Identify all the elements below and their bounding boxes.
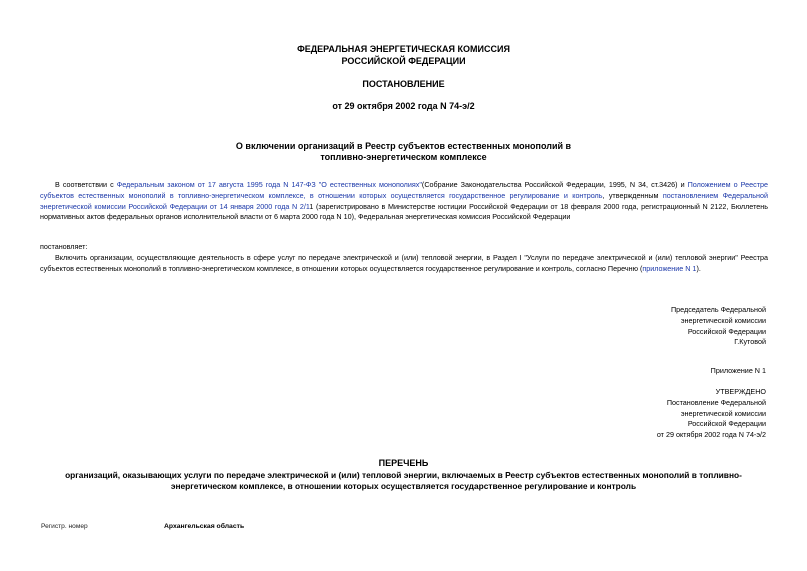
signature-line3: Российской Федерации (687, 326, 766, 336)
resolves-paragraph (40, 253, 768, 275)
resolves-text-1: Включить организации, осуществляющие деятельность в сфере услуг по передаче электрической и (или) тепловой энергии, в Раздел I "Услуги по передаче электрической и (или) тепловой энергии" Реестра субъектов естественных монополий в топливно-энергетическом комплексе, в отношении которых осуществляется государственное регулирование и контроль, согласно Перечню ( (40, 253, 768, 273)
commission-name-line2: РОССИЙСКОЙ ФЕДЕРАЦИИ (341, 56, 466, 66)
preamble-paragraph (40, 180, 768, 223)
list-description-line2: энергетическом комплексе, в отношении которых осуществляется государственное регулирование и контроль (170, 481, 637, 491)
signature-line4: Г.Кутовой (734, 337, 766, 347)
document-date: от 29 октября 2002 года N 74-э/2 (332, 101, 475, 111)
table-region-header: Архангельская область (164, 523, 245, 530)
document-type: ПОСТАНОВЛЕНИЕ (362, 79, 445, 89)
list-description-line1: организаций, оказывающих услуги по передаче электрической и (или) тепловой энергии, включаемых в Реестр субъектов естественных монополий в топливно- (65, 470, 742, 480)
resolution-link[interactable]: постановлением Федеральной энергетической комиссии Российской Федерации от 14 января 2000 года N 2/1 (40, 190, 768, 211)
list-title: ПЕРЕЧЕНЬ (378, 458, 429, 468)
federal-law-link[interactable]: Федеральным законом от 17 августа 1995 года N 147-ФЗ "О естественных монополиях" (116, 180, 422, 189)
signature-line2: энергетической комиссии (680, 315, 766, 325)
preamble-text-4: 1 (зарегистрировано в Министерстве юстиции Российской Федерации от 18 февраля 2000 года, регистрационный N 2122, Бюллетень нормативных актов федеральных органов исполнительной власти от 6 марта 2000 года N 10), Федеральная энергетическая комиссия Российской Федерации (40, 201, 768, 222)
signature-block (671, 305, 766, 348)
table-col-reg-number: Регистр. номер (41, 523, 88, 530)
appendix-link[interactable]: приложение N 1 (642, 263, 697, 273)
approval-block (657, 387, 766, 441)
appendix-label: Приложение N 1 (710, 366, 766, 375)
preamble-text-2: (Собрание Законодательства Российской Федерации, 1995, N 34, ст.3426) и (421, 180, 688, 189)
resolves-label: постановляет: (40, 242, 88, 251)
resolves-text-2: ). (696, 263, 701, 273)
preamble-text-3: , утвержденным (602, 190, 663, 200)
commission-name-line1: ФЕДЕРАЛЬНАЯ ЭНЕРГЕТИЧЕСКАЯ КОМИССИЯ (297, 44, 510, 54)
approval-line3: Российской Федерации (687, 419, 766, 429)
approval-line4: от 29 октября 2002 года N 74-э/2 (656, 430, 766, 440)
approval-line1: Постановление Федеральной (666, 397, 766, 407)
approved-label: УТВЕРЖДЕНО (715, 387, 766, 396)
approval-line2: энергетической комиссии (680, 408, 766, 418)
preamble-text-1: В соответствии с (55, 180, 117, 189)
subject-line2: топливно-энергетическом комплексе (320, 152, 487, 162)
subject-line1: О включении организаций в Реестр субъектов естественных монополий в (235, 141, 572, 151)
registry-regulation-link[interactable]: Положением о Реестре субъектов естественных монополий в топливно-энергетическом комплексе, в отношении которых осуществляется государственное регулирование и контроль (40, 180, 768, 200)
signature-line1: Председатель Федеральной (671, 305, 766, 314)
